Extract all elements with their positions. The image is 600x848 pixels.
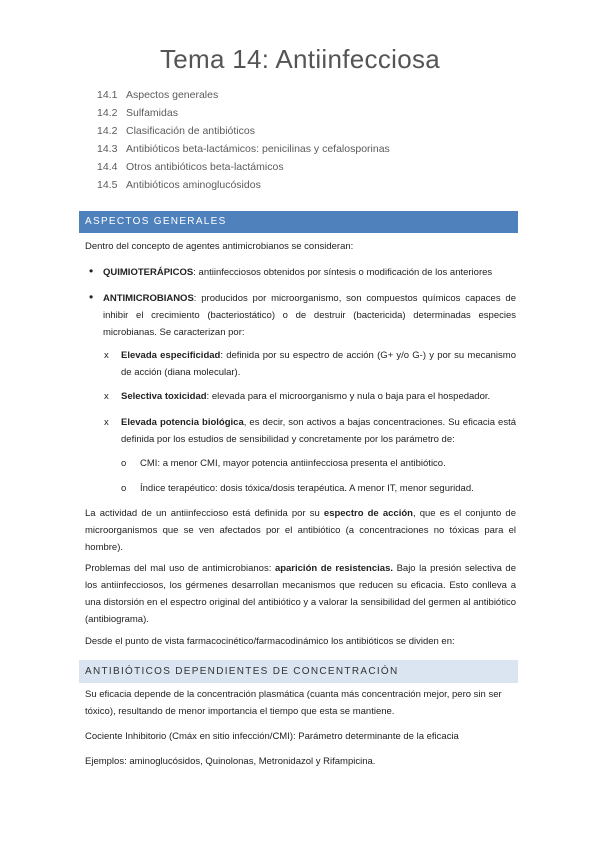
toc-item[interactable] (97, 86, 390, 104)
sub-item-toxicidad (121, 388, 516, 405)
toc-label: Aspectos generales (126, 89, 219, 101)
subsub-item-indice: Índice terapéutico: dosis tóxica/dosis terapéutica. A menor IT, menor seguridad. (140, 483, 474, 494)
section-heading-aspectos-generales: ASPECTOS GENERALES (79, 211, 518, 233)
toc-item[interactable] (97, 140, 390, 158)
x-marker: x (104, 417, 109, 428)
paragraph-resistencias (85, 560, 516, 628)
bullet-text: : antiinfecciosos obtenidos por síntesis o modificación de los anteriores (193, 267, 493, 278)
toc-item[interactable] (97, 122, 390, 140)
toc-label: Otros antibióticos beta-lactámicos (126, 161, 284, 173)
paragraph-text: Bajo la presión selectiva de los antiinfecciosos, los gérmenes desarrollan mecanismos que reducen su eficacia. Esto conlleva a una distorsión en el espectro original del antibiótico y a valorar la sensibilidad del germen al antibiótico (antibiograma). (85, 563, 516, 625)
term-espectro: espectro de acción (323, 508, 413, 519)
x-marker: x (104, 391, 109, 402)
paragraph-text: Problemas del mal uso de antimicrobianos: (85, 563, 275, 574)
paragraph-text: La actividad de un antiinfeccioso está definida por su (85, 508, 324, 519)
sub-item-potencia (121, 414, 516, 448)
toc-label: Antibióticos beta-lactámicos: penicilinas y cefalosporinas (126, 143, 390, 155)
toc-number: 14.4 (97, 161, 118, 173)
section-heading-concentracion: ANTIBIÓTICOS DEPENDIENTES DE CONCENTRACIÓN (79, 660, 518, 683)
term-antimicrobianos: ANTIMICROBIANOS (103, 293, 194, 304)
page-title: Tema 14: Antiinfecciosa (159, 44, 441, 74)
toc-number: 14.2 (97, 125, 118, 137)
intro-paragraph: Dentro del concepto de agentes antimicrobianos se consideran: (85, 241, 354, 252)
toc-label: Clasificación de antibióticos (126, 125, 255, 137)
table-of-contents (97, 86, 390, 194)
paragraph-text: , que es el conjunto de microorganismos que se ven afectados por el antibiótico (a concentraciones no tóxicas para el hombre). (85, 508, 516, 553)
paragraph-division: Desde el punto de vista farmacocinético/farmacodinámico los antibióticos se dividen en: (85, 636, 455, 647)
toc-label: Sulfamidas (126, 107, 178, 119)
bullet-antimicrobianos (103, 290, 516, 341)
bullet-text: : producidos por microorganismo, son compuestos químicos capaces de inhibir el crecimiento (bacteriostático) o de destruir (bactericida) determinadas especies microbianas. Se caracterizan por: (103, 293, 516, 338)
paragraph-espectro (85, 505, 516, 556)
paragraph-ejemplos: Ejemplos: aminoglucósidos, Quinolonas, Metronidazol y Rifampicina. (85, 756, 376, 767)
subsub-item-cmi: CMI: a menor CMI, mayor potencia antiinfecciosa presenta el antibiótico. (140, 458, 446, 469)
term-especificidad: Elevada especificidad (121, 350, 221, 361)
sub-item-text: : elevada para el microorganismo y nula o baja para el hospedador. (206, 391, 491, 402)
toc-number: 14.2 (97, 107, 118, 119)
bullet-icon: • (89, 290, 94, 304)
o-marker: o (121, 458, 127, 469)
bullet-icon: • (89, 264, 94, 278)
toc-number: 14.1 (97, 89, 118, 101)
term-resistencias: aparición de resistencias. (274, 563, 393, 574)
toc-label: Antibióticos aminoglucósidos (126, 179, 261, 191)
term-toxicidad: Selectiva toxicidad (121, 391, 207, 402)
term-potencia: Elevada potencia biológica (121, 417, 244, 428)
x-marker: x (104, 350, 109, 361)
toc-number: 14.5 (97, 179, 118, 191)
paragraph-cociente: Cociente Inhibitorio (Cmáx en sitio infección/CMI): Parámetro determinante de la eficacia (85, 731, 459, 742)
o-marker: o (121, 483, 127, 494)
toc-item[interactable] (97, 104, 390, 122)
sub-item-text: , es decir, son activos a bajas concentraciones. Su eficacia está definida por los estudios de sensibilidad y concretamente por los parámetro de: (121, 417, 516, 445)
paragraph-eficacia: Su eficacia depende de la concentración plasmática (cuanta más concentración mejor, pero sin ser tóxico), resultando de menor importancia el tiempo que esta se mantiene. (85, 689, 502, 717)
toc-item[interactable] (97, 158, 390, 176)
term-quimioterapicos: QUIMIOTERÁPICOS (103, 267, 194, 278)
toc-number: 14.3 (97, 143, 118, 155)
sub-item-text: : definida por su espectro de acción (G+ y/o G-) y por su mecanismo de acción (diana molecular). (121, 350, 516, 378)
sub-item-especificidad (121, 347, 516, 381)
toc-item[interactable] (97, 176, 390, 194)
bullet-quimioterapicos (103, 264, 516, 281)
